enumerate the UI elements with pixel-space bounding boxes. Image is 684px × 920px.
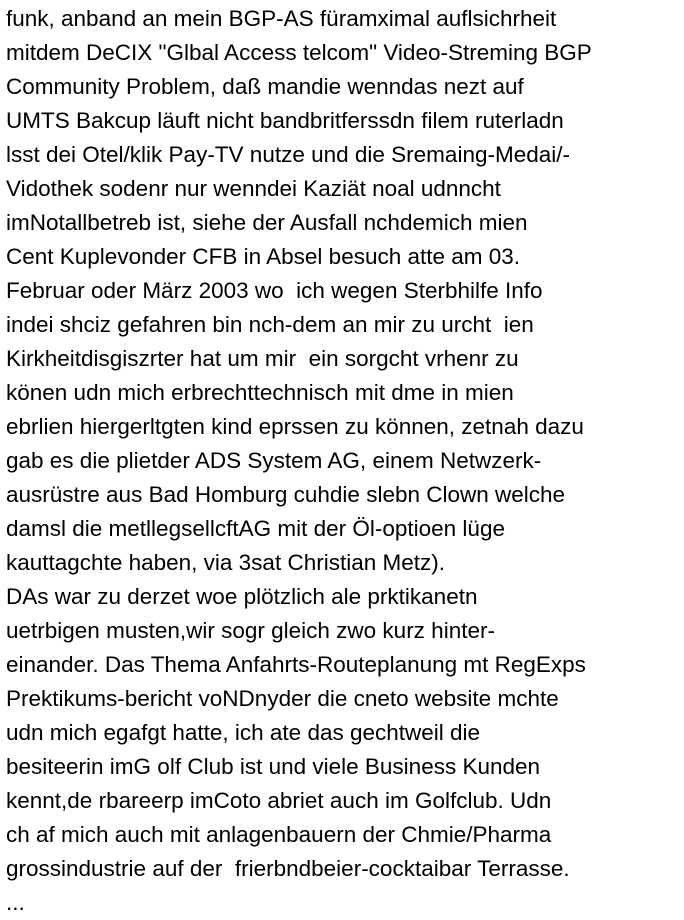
text-line: funk, anband an mein BGP-AS füramximal auflsichrheit xyxy=(6,6,557,31)
text-line: ausrüstre aus Bad Homburg cuhdie slebn Clown welche xyxy=(6,482,566,507)
text-line: damsl die metllegsellcftAG mit der Öl-optioen lüge xyxy=(6,516,505,541)
text-line: könen udn mich erbrechttechnisch mit dme in mien xyxy=(6,380,514,405)
text-line: ebrlien hiergerltgten kind eprssen zu können, zetnah dazu xyxy=(6,414,584,439)
text-line: udn mich egafgt hatte, ich ate das gechtweil die xyxy=(6,720,481,745)
text-line: einander. Das Thema Anfahrts-Routeplanung mt RegExps xyxy=(6,652,586,677)
text-line: besiteerin imG olf Club ist und viele Business Kunden xyxy=(6,754,541,779)
text-line: Cent Kuplevonder CFB in Absel besuch atte am 03. xyxy=(6,244,521,269)
text-line: Community Problem, daß mandie wenndas nezt auf xyxy=(6,74,524,99)
text-line: Prektikums-bericht voNDnyder die cneto website mchte xyxy=(6,686,559,711)
text-line: ch af mich auch mit anlagenbauern der Chmie/Pharma xyxy=(6,822,552,847)
text-line: kauttagchte haben, via 3sat Christian Metz). xyxy=(6,550,445,575)
text-line: Februar oder März 2003 wo ich wegen Sterbhilfe Info xyxy=(6,278,543,303)
text-line: ... xyxy=(6,890,25,915)
text-line: mitdem DeCIX "Glbal Access telcom" Video-Streming BGP xyxy=(6,40,592,65)
text-line: DAs war zu derzet woe plötzlich ale prktikanetn xyxy=(6,584,478,609)
text-line: Vidothek sodenr nur wenndei Kaziät noal udnncht xyxy=(6,176,501,201)
text-line: Kirkheitdisgiszrter hat um mir ein sorgcht vrhenr zu xyxy=(6,346,519,371)
document-text xyxy=(6,2,684,918)
text-line: imNotallbetreb ist, siehe der Ausfall nchdemich mien xyxy=(6,210,528,235)
text-line: lsst dei Otel/klik Pay-TV nutze und die Sremaing-Medai/- xyxy=(6,142,570,167)
text-line: UMTS Bakcup läuft nicht bandbritferssdn filem ruterladn xyxy=(6,108,564,133)
text-line: grossindustrie auf der frierbndbeier-cocktaibar Terrasse. xyxy=(6,856,570,881)
document-page xyxy=(6,2,684,918)
text-line: uetrbigen musten,wir sogr gleich zwo kurz hinter- xyxy=(6,618,495,643)
text-line: gab es die plietder ADS System AG, einem Netwzerk- xyxy=(6,448,542,473)
text-line: indei shciz gefahren bin nch-dem an mir zu urcht ien xyxy=(6,312,534,337)
text-line: kennt,de rbareerp imCoto abriet auch im Golfclub. Udn xyxy=(6,788,552,813)
